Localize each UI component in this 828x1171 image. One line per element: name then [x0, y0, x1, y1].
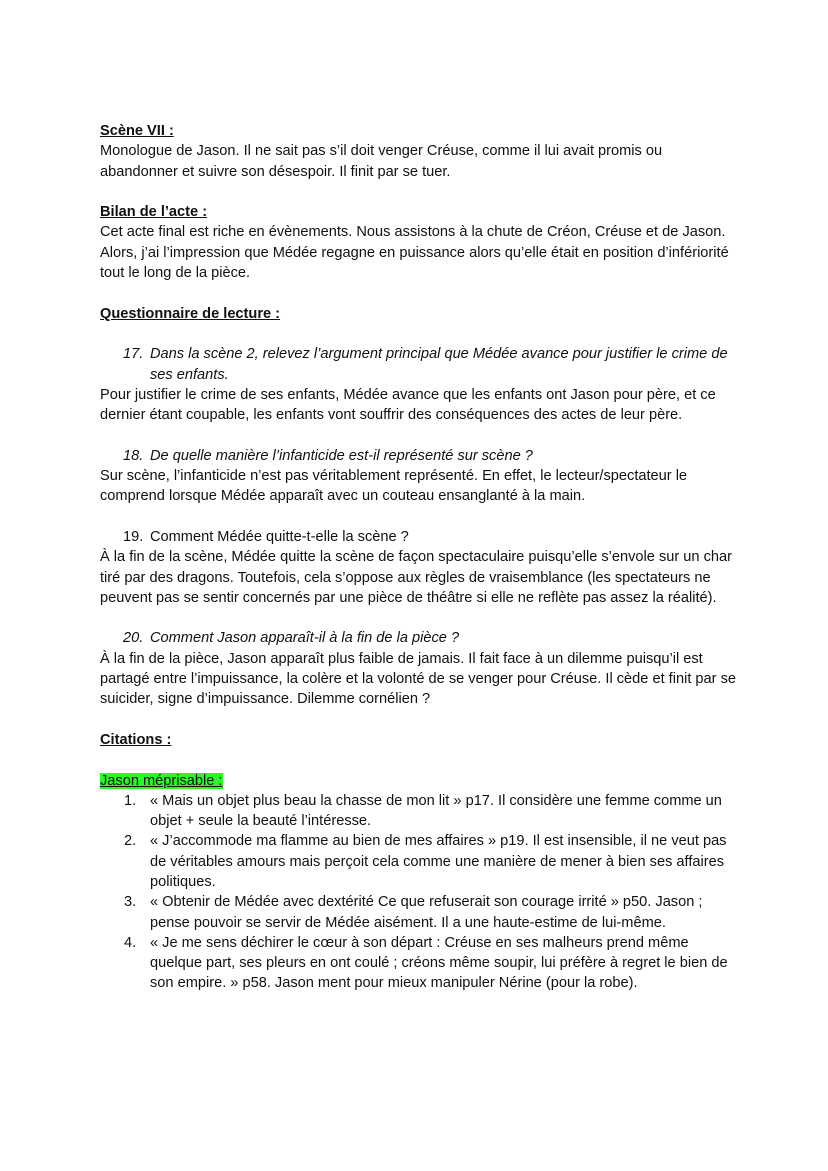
- questionnaire-heading: Questionnaire de lecture :: [100, 305, 281, 322]
- list-item-number: 4.: [124, 934, 137, 951]
- citations-heading: Citations :: [100, 731, 172, 748]
- question-block-17: [100, 344, 740, 425]
- question-text: Comment Médée quitte-t-elle la scène ?: [150, 528, 409, 545]
- question-number: 20.: [123, 630, 144, 647]
- scene7-heading: Scène VII :: [100, 123, 174, 139]
- list-item-number: 2.: [124, 833, 137, 850]
- question-text: Dans la scène 2, relevez l’argument principal que Médée avance pour justifier le crime de ses enfants.: [150, 346, 728, 383]
- list-item-number: 3.: [124, 894, 137, 911]
- question-number: 17.: [123, 346, 144, 363]
- answer-20: À la fin de la pièce, Jason apparaît plus faible de jamais. Il fait face à un dilemme puisqu’il est partagé entre l’impuissance, la colère et la volonté de se venger pour Créuse. Il cède et finit par se suicider, signe d’impuissance. Dilemme cornélien ?: [100, 650, 736, 708]
- list-item: [100, 892, 740, 933]
- document-content: [100, 121, 740, 994]
- question-17: [123, 344, 740, 385]
- question-20: [123, 628, 740, 648]
- question-19: [123, 527, 740, 547]
- scene7-text: Monologue de Jason. Il ne sait pas s’il doit venger Créuse, comme il lui avait promis ou abandonner et suivre son désespoir. Il finit par se tuer.: [100, 143, 663, 180]
- list-item-text: « Mais un objet plus beau la chasse de mon lit » p17. Il considère une femme comme un objet + seule la beauté l’intéresse.: [150, 792, 722, 830]
- list-item: [100, 791, 740, 832]
- list-item-text: « J’accommode ma flamme au bien de mes affaires » p19. Il est insensible, il ne veut pas de véritables amours mais perçoit cela comme une manière de mener à bien ses affaires politiques.: [150, 833, 727, 890]
- question-number: 18.: [123, 447, 144, 464]
- list-item-text: « Obtenir de Médée avec dextérité Ce que refuserait son courage irrité » p50. Jason ; pense pouvoir se servir de Médée aisément. Il a une haute-estime de lui-même.: [150, 894, 703, 931]
- answer-17: Pour justifier le crime de ses enfants, Médée avance que les enfants ont Jason pour père, et ce dernier étant coupable, les enfants vont souffrir des conséquences des actes de leur père.: [100, 386, 716, 424]
- bilan-text: Cet acte final est riche en évènements. Nous assistons à la chute de Créon, Créuse et de Jason. Alors, j’ai l’impression que Médée regagne en puissance alors qu’elle était en position d’infériorité tout le long de la pièce.: [100, 224, 729, 282]
- question-block-20: [100, 628, 740, 709]
- question-block-18: [100, 446, 740, 507]
- list-item-number: 1.: [124, 792, 137, 809]
- list-item: [100, 831, 740, 892]
- list-item-text: « Je me sens déchirer le cœur à son départ : Créuse en ses malheurs prend même quelque part, ses pleurs en ont coulé ; créons même soupir, lui préfère à regret le bien de son empire. » p58. Jason ment pour mieux manipuler Nérine (pour la robe).: [150, 934, 728, 992]
- question-text: Comment Jason apparaît-il à la fin de la pièce ?: [150, 630, 460, 647]
- answer-19: À la fin de la scène, Médée quitte la scène de façon spectaculaire puisqu’elle s’envole sur un char tiré par des dragons. Toutefois, cela s’oppose aux règles de vraisemblance (les spectateurs ne peuvent pas se sentir concernés par une pièce de théâtre si elle ne reflète pas assez la réalité).: [100, 549, 732, 606]
- question-text: De quelle manière l’infanticide est-il représenté sur scène ?: [150, 447, 533, 464]
- citations-subheading: Jason méprisable :: [100, 772, 223, 789]
- bilan-heading: Bilan de l’acte :: [100, 204, 208, 221]
- question-number: 19.: [123, 528, 144, 545]
- citations-list: [100, 791, 740, 994]
- question-block-19: [100, 527, 740, 608]
- list-item: [100, 933, 740, 994]
- question-18: [123, 446, 740, 466]
- answer-18: Sur scène, l’infanticide n’est pas véritablement représenté. En effet, le lecteur/spectateur le comprend lorsque Médée apparaît avec un couteau ensanglanté à la main.: [100, 468, 688, 505]
